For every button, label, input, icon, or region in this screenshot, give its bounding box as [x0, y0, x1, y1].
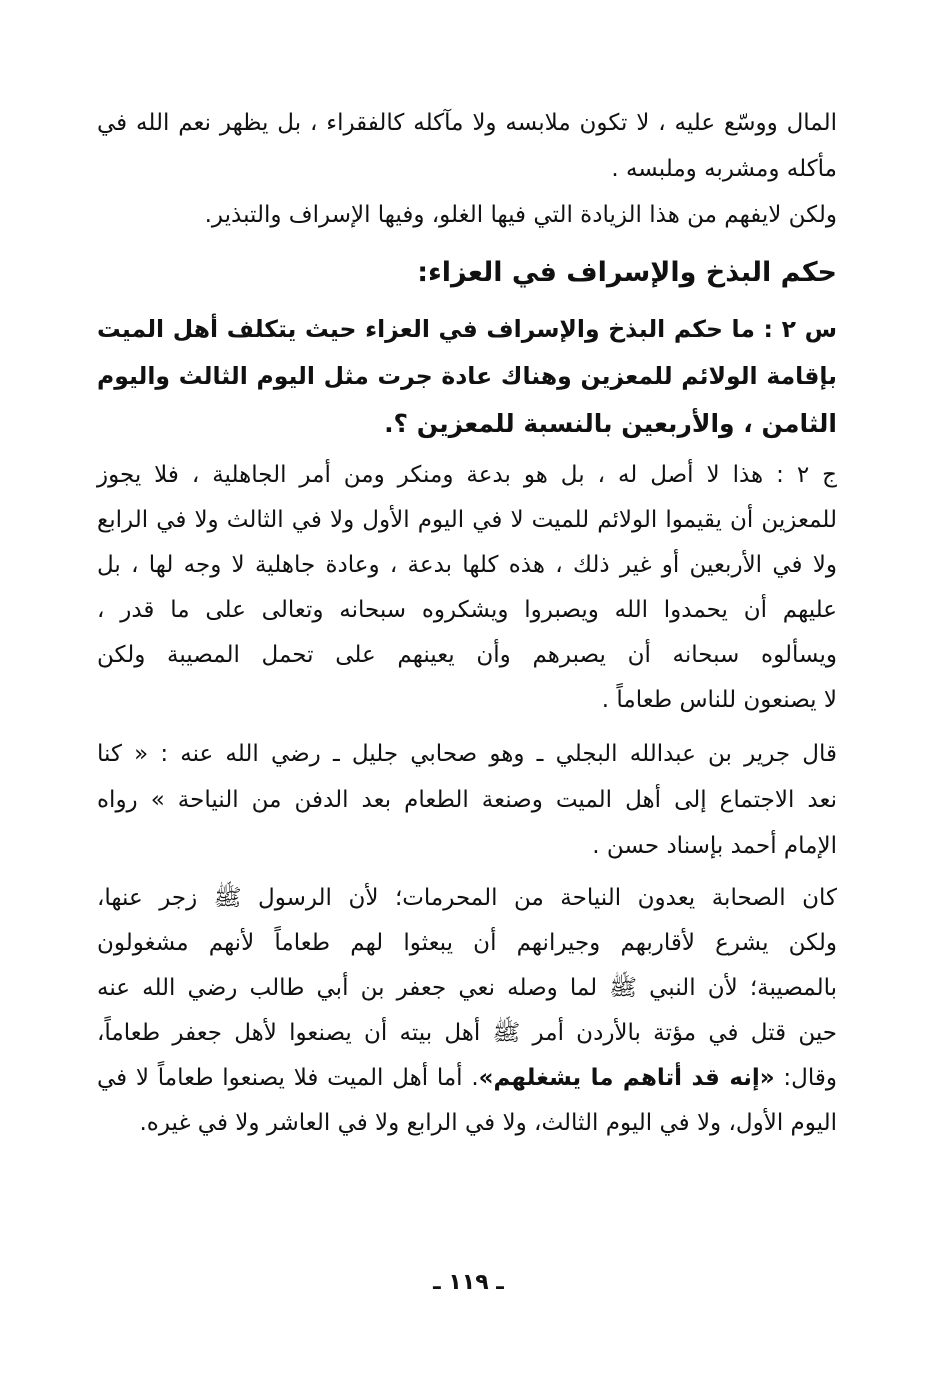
final-line-1: كان الصحابة يعدون النياحة من المحرمات؛ لأن الرسول ﷺ زجر عنها، [97, 885, 837, 911]
paragraph-1-line-1: المال ووسّع عليه ، لا تكون ملابسه ولا مآكله كالفقراء ، بل يظهر نعم الله في [97, 110, 837, 136]
hadith-bold-quote: «إنه قد أتاهم ما يشغلهم» [478, 1065, 775, 1091]
final-line-3: بالمصيبة؛ لأن النبي ﷺ لما وصله نعي جعفر بن أبي طالب رضي الله عنه [97, 975, 837, 1001]
final-line-5-suffix: . أما أهل الميت فلا يصنعوا طعاماً لا في [97, 1065, 479, 1091]
question-line-1: س ٢ : ما حكم البذخ والإسراف في العزاء حيث يتكلف أهل الميت [97, 315, 838, 343]
answer-line-3: ولا في الأربعين أو غير ذلك ، هذه كلها بدعة ، وعادة جاهلية لا وجه لها ، بل [97, 552, 837, 578]
final-line-4: حين قتل في مؤتة بالأردن أمر ﷺ أهل بيته أن يصنعوا لأهل جعفر طعاماً، [97, 1020, 837, 1046]
page-number: ـ ١١٩ ـ [433, 1270, 504, 1295]
paragraph-1 [97, 100, 837, 192]
question-block [97, 306, 837, 447]
paragraph-2 [97, 192, 837, 238]
quote-line-3: الإمام أحمد بإسناد حسن . [592, 833, 837, 859]
question-line-2: بإقامة الولائم للمعزين وهناك عادة جرت مثل اليوم الثالث واليوم [97, 362, 837, 390]
final-line-5-prefix: وقال: [774, 1065, 837, 1091]
answer-line-2: للمعزين أن يقيموا الولائم للميت لا في اليوم الأول ولا في الثالث ولا في الرابع [97, 507, 837, 533]
section-heading: حكم البذخ والإسراف في العزاء: [417, 257, 837, 288]
final-line-5 [97, 1056, 837, 1101]
paragraph-1-line-2: مأكله ومشربه وملبسه . [611, 156, 837, 182]
final-paragraph [97, 876, 837, 1146]
final-line-2: ولكن يشرع لأقاربهم وجيرانهم أن يبعثوا لهم طعاماً لأنهم مشغولون [97, 930, 837, 956]
hadith-quote-block [97, 731, 837, 869]
question-line-3: الثامن ، والأربعين بالنسبة للمعزين ؟. [384, 409, 837, 438]
answer-block [97, 453, 837, 723]
answer-line-1: ج ٢ : هذا لا أصل له ، بل هو بدعة ومنكر ومن أمر الجاهلية ، فلا يجوز [97, 462, 837, 488]
paragraph-2-line-1: ولكن لايفهم من هذا الزيادة التي فيها الغلو، وفيها الإسراف والتبذير. [204, 202, 837, 228]
answer-line-5: ويسألوه سبحانه أن يصبرهم وأن يعينهم على تحمل المصيبة ولكن [97, 642, 837, 668]
quote-line-1: قال جرير بن عبدالله البجلي ـ وهو صحابي جليل ـ رضي الله عنه : « كنا [97, 741, 837, 767]
answer-line-4: عليهم أن يحمدوا الله ويصبروا ويشكروه سبحانه وتعالى على ما قدر ، [97, 597, 837, 623]
quote-line-2: نعد الاجتماع إلى أهل الميت وصنعة الطعام بعد الدفن من النياحة » رواه [97, 787, 837, 813]
final-line-6: اليوم الأول، ولا في اليوم الثالث، ولا في الرابع ولا في العاشر ولا في غيره. [139, 1110, 837, 1136]
answer-line-6: لا يصنعون للناس طعاماً . [601, 687, 837, 713]
